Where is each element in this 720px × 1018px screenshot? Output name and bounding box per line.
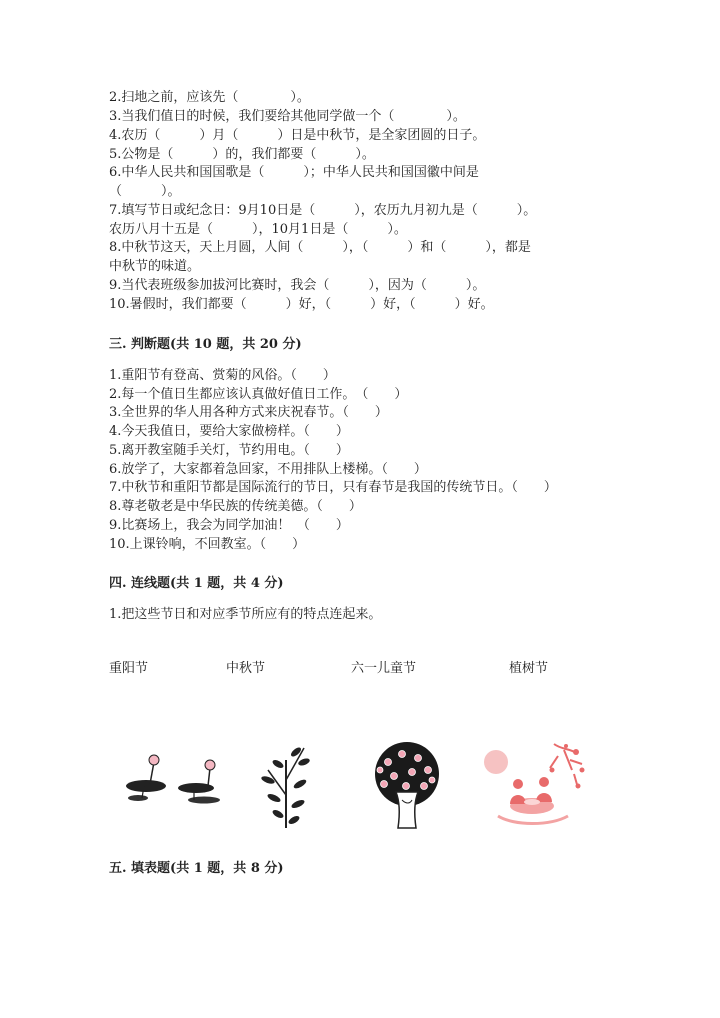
fill-blank-item: 3.当我们值日的时候，我们要给其他同学做一个（ ）。 [109,109,466,124]
judgement-item: 3.全世界的华人用各种方式来庆祝春节。（ ） [109,405,388,420]
matching-question: 1.把这些节日和对应季节所应有的特点连起来。 [109,607,382,622]
festival-label-arbor-day: 植树节 [509,661,549,676]
judgement-item: 5.离开教室随手关灯，节约用电。（ ） [109,443,349,458]
judgement-item: 1.重阳节有登高、赏菊的风俗。（ ） [109,368,336,383]
judgement-item: 7.中秋节和重阳节都是国际流行的节日，只有春节是我国的传统节日。（ ） [109,480,557,495]
judgement-item: 2.每一个值日生都应该认真做好值日工作。 （ ） [109,387,408,402]
fill-blank-item: 9.当代表班级参加拔河比赛时，我会（ ），因为（ ）。 [109,278,486,293]
section-title-table: 五. 填表题(共 1 题，共 8 分) [109,861,284,876]
fill-blank-item: 10.暑假时，我们都要（ ）好，（ ）好，（ ）好。 [109,297,494,312]
fill-blank-item: （ ）。 [109,184,181,199]
festival-label-chongyang: 重阳节 [109,661,149,676]
judgement-item: 8.尊老敬老是中华民族的传统美德。（ ） [109,499,362,514]
judgement-item: 9.比赛场上，我会为同学加油！ （ ） [109,518,349,533]
fill-blank-item: 5.公物是（ ）的，我们都要（ ）。 [109,147,375,162]
section-title-judgement: 三. 判断题(共 10 题，共 20 分) [109,337,302,352]
judgement-item: 6.放学了，大家都着急回家，不用排队上楼梯。（ ） [109,462,427,477]
fill-blank-item: 8.中秋节这天，天上月圆，人间（ ），（ ）和（ ），都是 [109,240,531,255]
fill-blank-item: 农历八月十五是（ ），10月1日是（ ）。 [109,222,407,237]
fill-blank-item: 4.农历（ ）月（ ）日是中秋节，是全家团圆的日子。 [109,128,486,143]
lotus-pond-icon [124,750,234,810]
fill-blank-item: 2.扫地之前，应该先（ ）。 [109,90,310,105]
fruit-tree-icon [366,740,448,830]
family-reunion-icon [478,740,586,830]
judgement-item: 4.今天我值日，要给大家做榜样。（ ） [109,424,349,439]
fill-blank-item: 6.中华人民共和国国歌是（ ）；中华人民共和国国徽中间是 [109,165,479,180]
section-title-matching: 四. 连线题(共 1 题，共 4 分) [109,576,284,591]
festival-label-midautumn: 中秋节 [226,661,266,676]
fill-blank-item: 中秋节的味道。 [109,259,201,274]
judgement-item: 10.上课铃响，不回教室。（ ） [109,537,306,552]
chrysanthemum-plant-icon [256,740,316,830]
fill-blank-item: 7.填写节日或纪念日：9月10日是（ ），农历九月初九是（ ）。 [109,203,537,218]
festival-label-childrens-day: 六一儿童节 [351,661,417,676]
